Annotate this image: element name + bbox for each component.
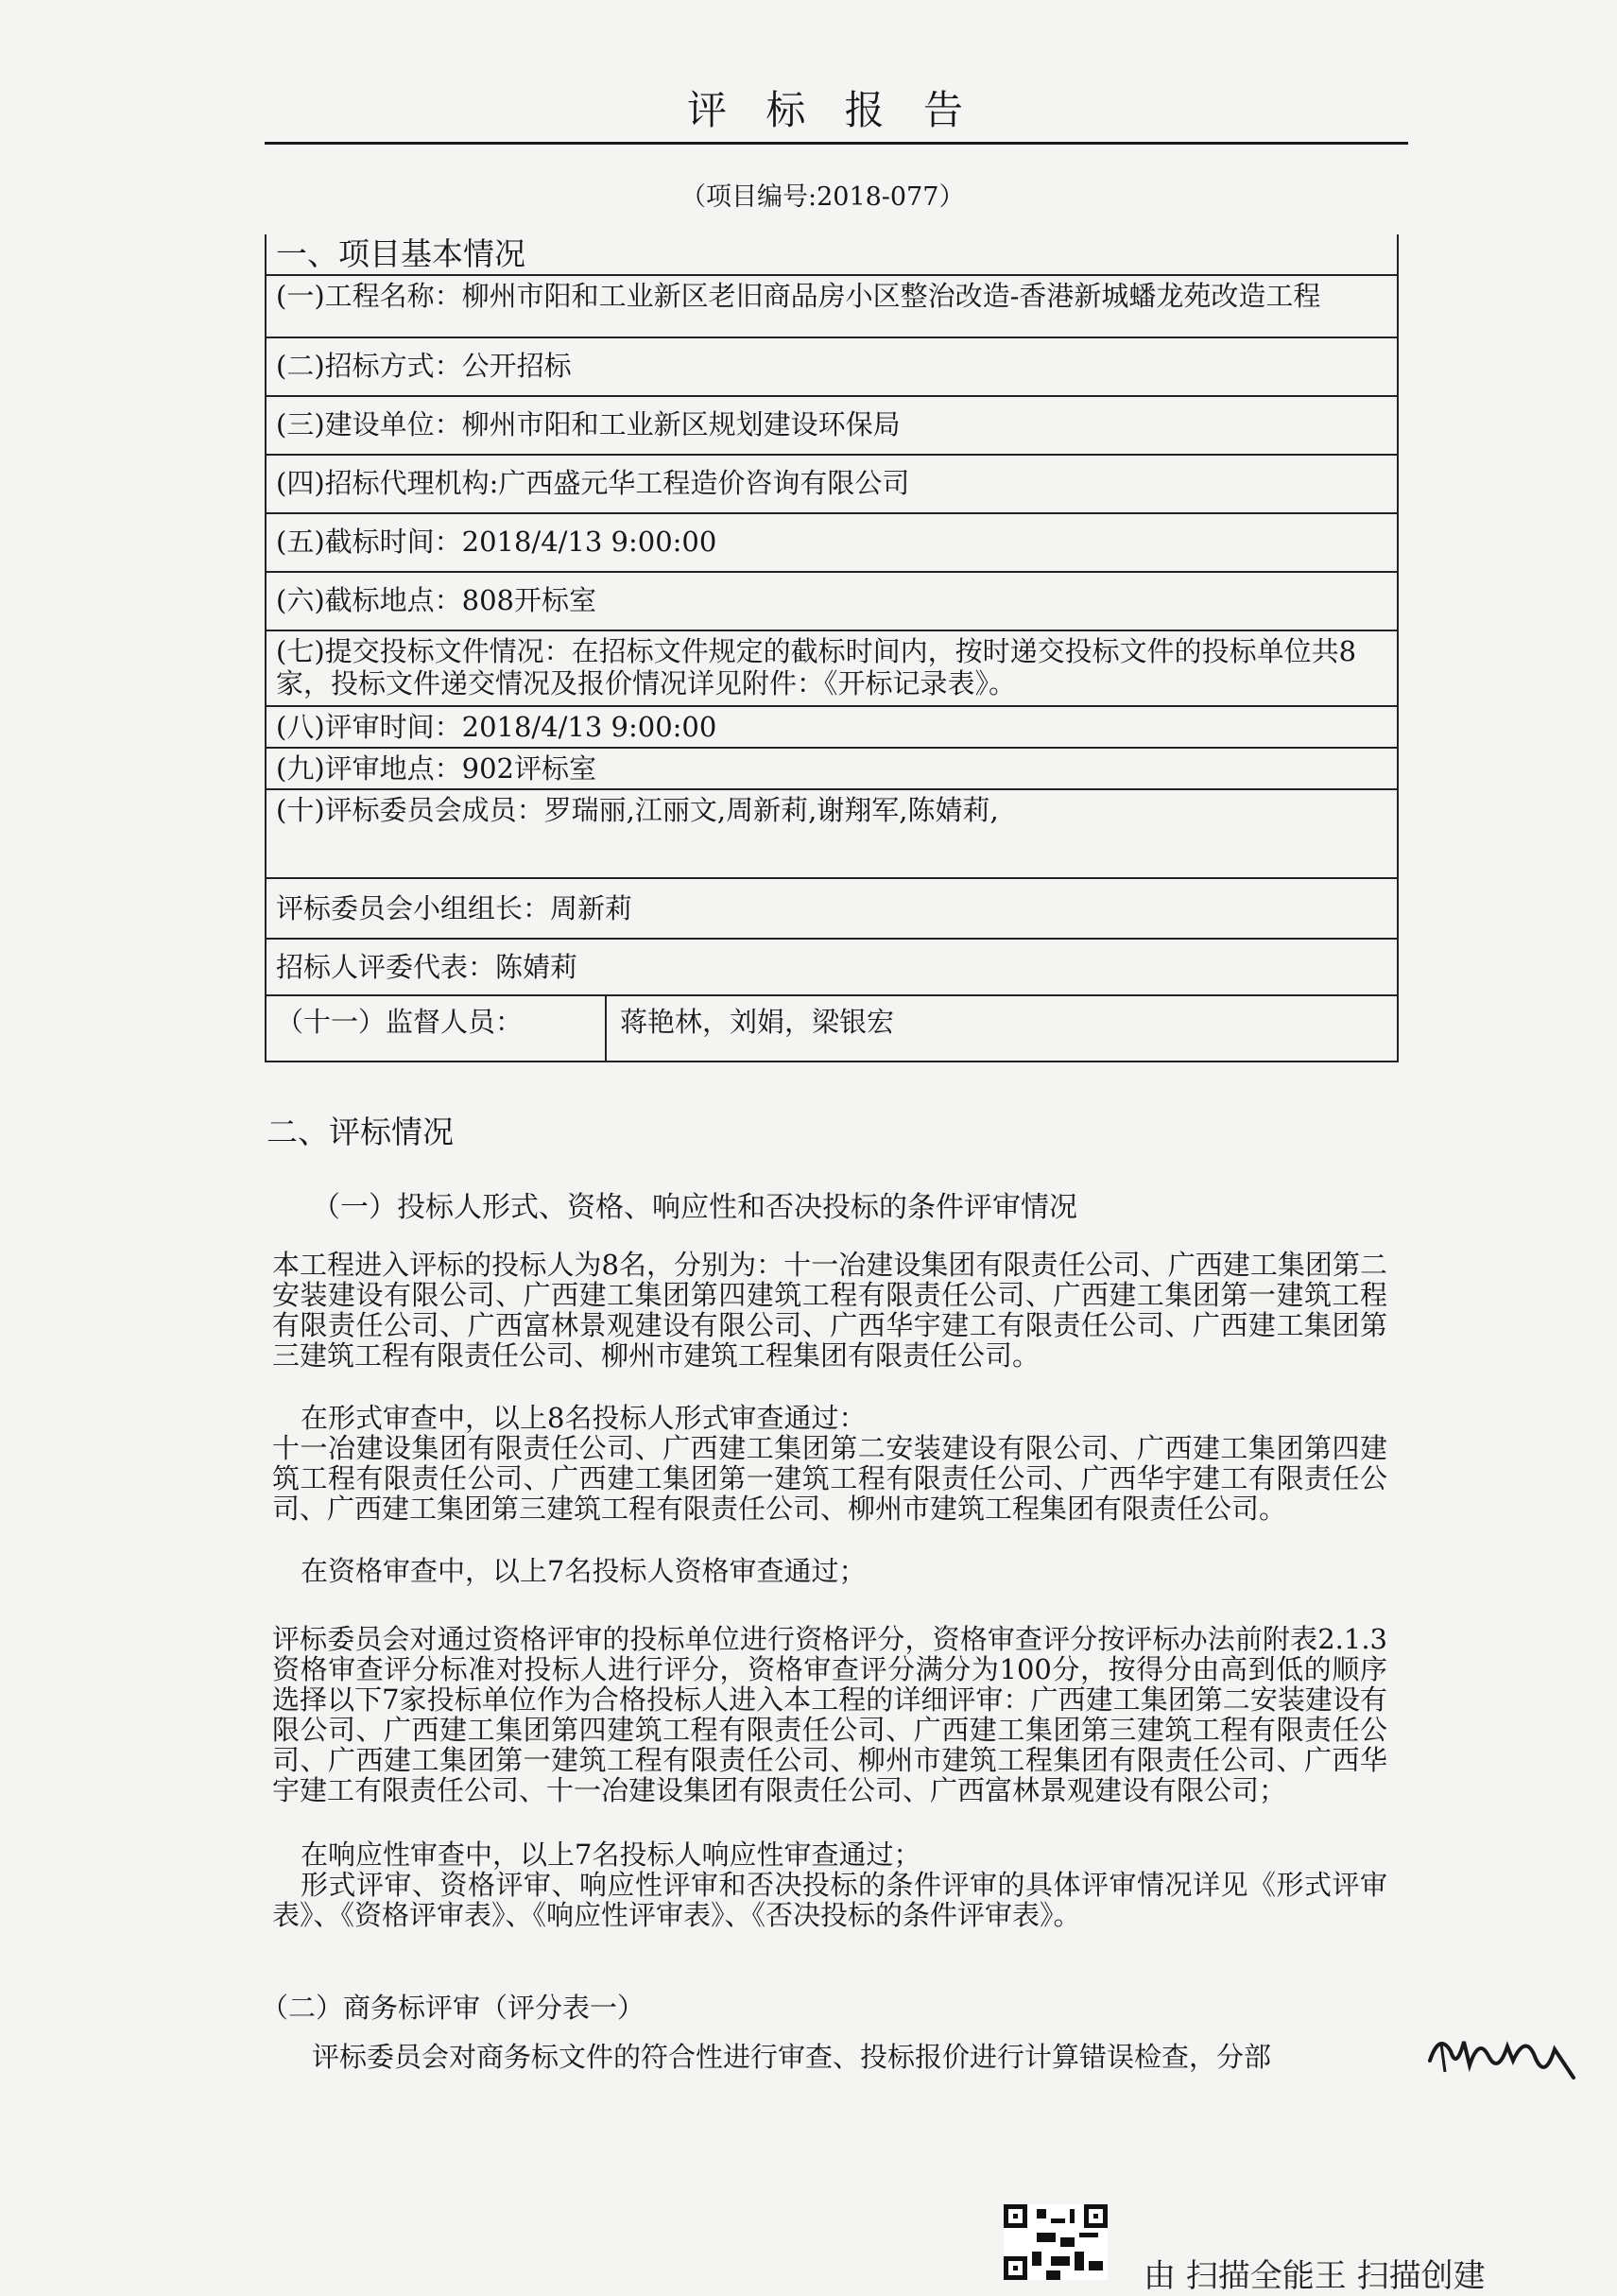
- table-row: (七)提交投标文件情况：在招标文件规定的截标时间内，按时递交投标文件的投标单位共8家，投标文件递交情况及报价情况详见附件：《开标记录表》。: [267, 631, 1397, 707]
- paragraph-qualification: 在资格审查中，以上7名投标人资格审查通过；: [301, 1555, 867, 1587]
- supervisor-value: 蒋艳林，刘娟，梁银宏: [620, 1006, 895, 1038]
- project-number: （项目编号:2018-077）: [680, 182, 965, 212]
- subsection2-heading: （二）商务标评审（评分表一）: [261, 1992, 645, 2024]
- table-row: (六)截标地点：808开标室: [267, 573, 1397, 631]
- section1-heading: 一、项目基本情况: [267, 234, 1397, 276]
- project-info-table: [265, 234, 1399, 1062]
- qr-code-icon: [1004, 2204, 1108, 2280]
- table-row: (五)截标时间：2018/4/13 9:00:00: [267, 514, 1397, 573]
- section2-heading: 二、评标情况: [267, 1113, 454, 1150]
- scanner-watermark: 由 扫描全能王 扫描创建: [1144, 2257, 1486, 2295]
- report-title: 评 标 报 告: [686, 87, 977, 133]
- handwritten-signature: [1422, 2023, 1583, 2089]
- table-row: 评标委员会小组组长：周新莉: [267, 879, 1397, 940]
- table-row: (四)招标代理机构:广西盛元华工程造价咨询有限公司: [267, 456, 1397, 514]
- table-row: (一)工程名称：柳州市阳和工业新区老旧商品房小区整治改造-香港新城蟠龙苑改造工程: [267, 276, 1397, 338]
- paragraph-review-details: 形式评审、资格评审、响应性评审和否决投标的条件评审的具体评审情况详见《形式评审表》、《资格评审表》、《响应性评审表》、《否决投标的条件评审表》。: [272, 1869, 1387, 1931]
- table-row: 招标人评委代表：陈婧莉: [267, 940, 1397, 996]
- paragraph-bidders: 本工程进入评标的投标人为8名，分别为：十一冶建设集团有限责任公司、广西建工集团第二安装建设有限公司、广西建工集团第四建筑工程有限责任公司、广西建工集团第一建筑工程有限责任公司、广西富林景观建设有限公司、广西华宇建工有限责任公司、广西建工集团第三建筑工程有限责任公司、柳州市建筑工程集团有限责任公司。: [272, 1249, 1387, 1372]
- title-rule: [265, 142, 1408, 145]
- supervisor-label: （十一）监督人员：: [267, 996, 607, 1061]
- table-row: (十)评标委员会成员：罗瑞丽,江丽文,周新莉,谢翔军,陈婧莉,: [267, 790, 1397, 879]
- subsection1-heading: （一）投标人形式、资格、响应性和否决投标的条件评审情况: [312, 1191, 1077, 1224]
- table-row: (二)招标方式：公开招标: [267, 338, 1397, 397]
- paragraph-responsiveness: 在响应性审查中，以上7名投标人响应性审查通过；: [301, 1839, 921, 1871]
- table-row: (三)建设单位：柳州市阳和工业新区规划建设环保局: [267, 397, 1397, 456]
- paragraph-form-review: 在形式审查中，以上8名投标人形式审查通过：: [301, 1402, 867, 1434]
- table-row: (八)评审时间：2018/4/13 9:00:00: [267, 707, 1397, 749]
- paragraph-form-passed: 十一冶建设集团有限责任公司、广西建工集团第二安装建设有限公司、广西建工集团第四建筑工程有限责任公司、广西建工集团第一建筑工程有限责任公司、广西华宇建工有限责任公司、广西建工集团第三建筑工程有限责任公司、柳州市建筑工程集团有限责任公司。: [272, 1432, 1387, 1525]
- paragraph-qualification-scoring: 评标委员会对通过资格评审的投标单位进行资格评分，资格审查评分按评标办法前附表2.1.3资格审查评分标准对投标人进行评分，资格审查评分满分为100分，按得分由高到低的顺序选择以下7家投标单位作为合格投标人进入本工程的详细评审：广西建工集团第二安装建设有限公司、广西建工集团第四建筑工程有限责任公司、广西建工集团第三建筑工程有限责任公司、广西建工集团第一建筑工程有限责任公司、柳州市建筑工程集团有限责任公司、广西华宇建工有限责任公司、十一冶建设集团有限责任公司、广西富林景观建设有限公司；: [272, 1623, 1387, 1806]
- supervisor-row: [267, 996, 1397, 1062]
- paragraph-commercial: 评标委员会对商务标文件的符合性进行审查、投标报价进行计算错误检查，分部: [312, 2041, 1272, 2073]
- table-row: (九)评审地点：902评标室: [267, 749, 1397, 790]
